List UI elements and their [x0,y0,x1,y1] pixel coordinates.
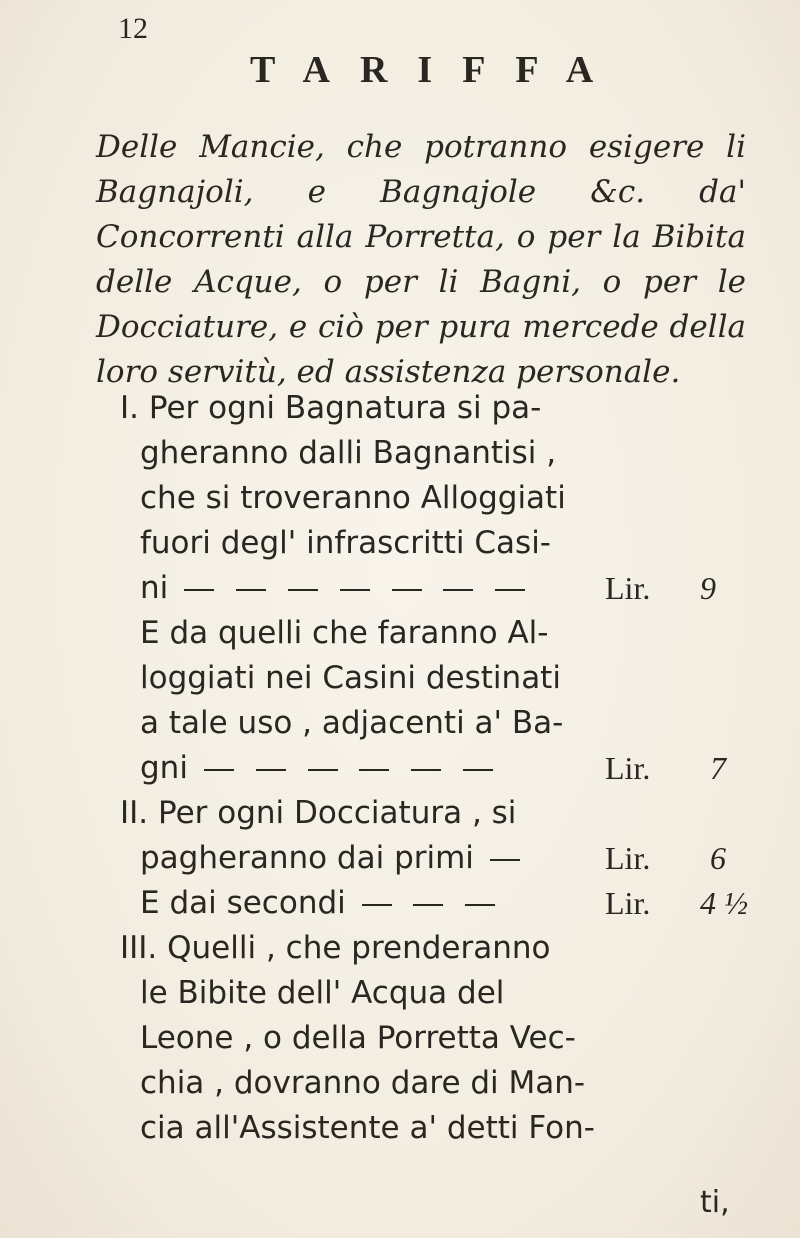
text-line: loggiati nei Casini destinati [140,660,561,696]
text-line: chia , dovranno dare di Man- [140,1065,586,1101]
text-line: gheranno dalli Bagnantisi , [140,435,557,471]
leader-dash [204,769,234,771]
leader-dash [340,589,370,591]
text-line: II. Per ogni Docciatura , si [120,795,517,831]
leader-dash [490,859,520,861]
text-line: a tale uso , adjacenti a' Ba- [140,705,564,741]
leader-dash [443,589,473,591]
leader-dash [413,904,443,906]
text-line: le Bibite dell' Acqua del [140,975,505,1011]
leader-dash [359,769,389,771]
rate-value: 6 [710,840,726,876]
rate-value: 9 [700,570,716,606]
tariff-row [140,750,499,786]
text-line: III. Quelli , che prenderanno [120,930,551,966]
tariff-row [140,570,531,606]
lire-label: Lir. [605,840,651,876]
text-line: gni [140,750,188,786]
text-line: E dai secondi [140,885,346,921]
text-line: ni [140,570,169,606]
leader-dash [288,589,318,591]
leader-dash [411,769,441,771]
text-line: che si troveranno Alloggiati [140,480,566,516]
leader-dash [236,589,266,591]
text-line: cia all'Assistente a' detti Fon- [140,1110,595,1146]
rate-value: 7 [710,750,726,786]
text-line: E da quelli che faranno Al- [140,615,549,651]
page-number: 12 [118,12,148,45]
leader-dash [465,904,495,906]
lire-label: Lir. [605,885,651,921]
text-line: I. Per ogni Bagnatura si pa- [120,390,542,426]
intro-paragraph: Delle Mancie, che potranno esigere li Bagnajoli, e Bagnajole &c. da' Concorrenti alla Porretta, o per la Bibita delle Acque, o per li Bagni, o per le Docciature, e ciò per pura mercede della loro servitù, ed assistenza personale. [96,129,746,390]
leader-dash [495,589,525,591]
text-line: fuori degl' infrascritti Casi- [140,525,551,561]
tariff-row [140,840,526,876]
leader-dash [362,904,392,906]
leader-dash [308,769,338,771]
leader-dash [463,769,493,771]
leader-dash [256,769,286,771]
rate-value: 4 ½ [700,885,748,921]
running-title: TARIFFA [250,49,624,91]
text-line: Leone , o della Porretta Vec- [140,1020,576,1056]
text-line: pagheranno dai primi [140,840,474,876]
leader-dash [184,589,214,591]
leader-dash [392,589,422,591]
catchword: ti, [700,1185,730,1220]
lire-label: Lir. [605,570,651,606]
lire-label: Lir. [605,750,651,786]
tariff-row [140,885,501,921]
